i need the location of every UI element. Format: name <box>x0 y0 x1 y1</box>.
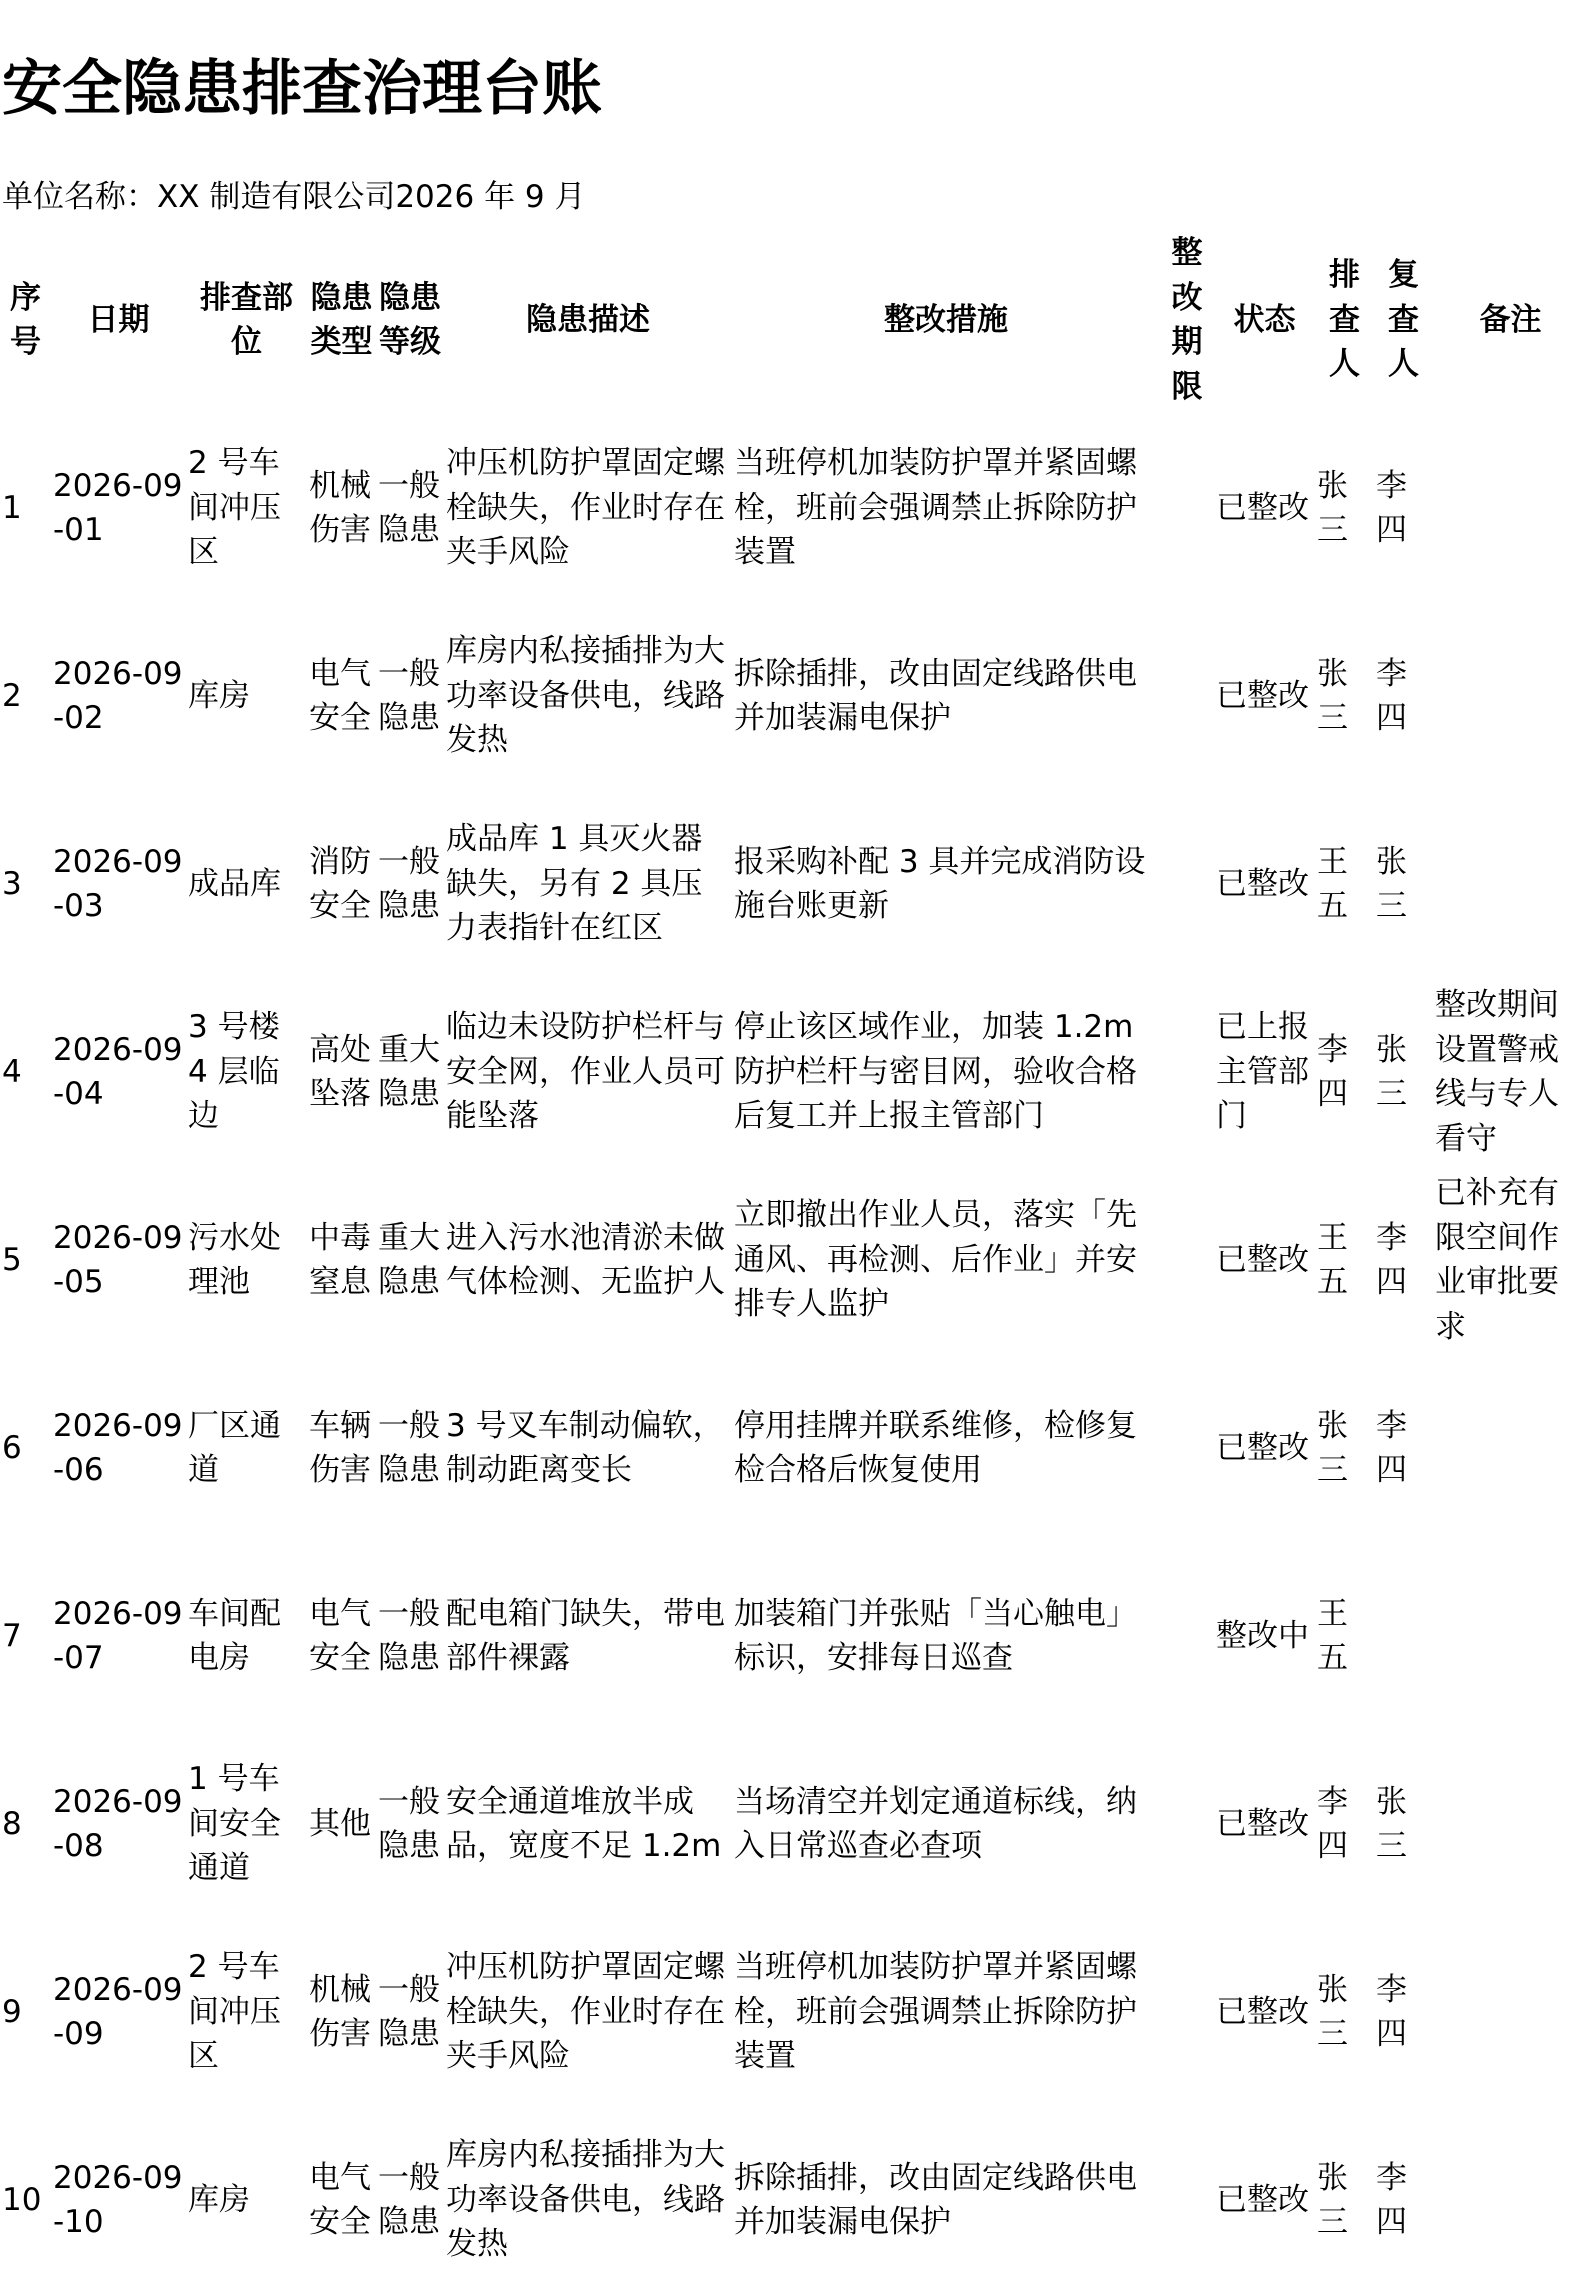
hazard-ledger-table <box>0 226 1588 2294</box>
cell-level: 重大隐患 <box>378 1031 440 1112</box>
cell-no: 9 <box>2 1993 22 2030</box>
cell-type: 其他 <box>309 1805 371 1842</box>
cell-dept: 污水处理池 <box>188 1219 281 1300</box>
cell-desc: 3 号叉车制动偏软，制动距离变长 <box>446 1407 724 1488</box>
cell-dept: 车间配电房 <box>188 1595 281 1676</box>
cell-dept: 库房 <box>188 2181 250 2218</box>
cell-type: 高处坠落 <box>309 1031 371 1112</box>
cell-dept: 1 号车间安全通道 <box>188 1761 281 1887</box>
cell-dept: 2 号车间冲压区 <box>188 445 281 571</box>
cell-status: 已整改 <box>1216 865 1309 902</box>
header-deadline: 整改期限 <box>1171 235 1203 405</box>
cell-level: 一般隐患 <box>378 1971 440 2052</box>
cell-level: 一般隐患 <box>378 843 440 924</box>
page-title: 安全隐患排查治理台账 <box>2 54 602 124</box>
table-row <box>0 2106 1588 2294</box>
cell-reviewer: 李四 <box>1376 1971 1407 2052</box>
cell-inspector: 张三 <box>1317 655 1348 736</box>
header-type: 隐患类型 <box>310 279 373 360</box>
cell-deadline <box>1160 1918 1214 2106</box>
table-body <box>0 414 1588 2294</box>
cell-desc: 配电箱门缺失，带电部件裸露 <box>446 1595 725 1676</box>
cell-inspector: 张三 <box>1317 467 1348 548</box>
header-reviewer: 复查人 <box>1388 257 1419 383</box>
cell-dept: 厂区通道 <box>188 1407 281 1488</box>
cell-level: 一般隐患 <box>378 1595 440 1676</box>
cell-deadline <box>1160 1542 1214 1730</box>
cell-no: 5 <box>2 1241 22 1278</box>
cell-date: 2026-09-06 <box>53 1407 183 1488</box>
cell-measure: 拆除插排，改由固定线路供电并加装漏电保护 <box>734 2159 1137 2240</box>
cell-reviewer: 李四 <box>1376 655 1407 736</box>
cell-note <box>1433 1730 1588 1918</box>
cell-status: 已整改 <box>1216 1993 1309 2030</box>
cell-reviewer: 李四 <box>1376 1407 1407 1488</box>
cell-measure: 停止该区域作业，加装 1.2m 防护栏杆与密目网，验收合格后复工并上报主管部门 <box>734 1009 1137 1135</box>
cell-desc: 成品库 1 具灭火器缺失，另有 2 具压力表指针在红区 <box>446 821 703 947</box>
cell-status: 已整改 <box>1216 1805 1309 1842</box>
cell-desc: 进入污水池清淤未做气体检测、无监护人 <box>446 1219 725 1300</box>
cell-deadline <box>1160 1354 1214 1542</box>
cell-measure: 当班停机加装防护罩并紧固螺栓，班前会强调禁止拆除防护装置 <box>734 445 1137 571</box>
cell-note <box>1433 790 1588 978</box>
cell-date: 2026-09-07 <box>53 1595 183 1676</box>
header-dept: 排查部位 <box>200 279 293 360</box>
header-measure: 整改措施 <box>884 301 1008 338</box>
cell-deadline <box>1160 602 1214 790</box>
cell-status: 整改中 <box>1216 1617 1309 1654</box>
cell-measure: 报采购补配 3 具并完成消防设施台账更新 <box>734 843 1146 924</box>
cell-inspector: 王五 <box>1317 1219 1348 1300</box>
cell-reviewer: 张三 <box>1376 1783 1407 1864</box>
cell-type: 机械伤害 <box>309 467 371 548</box>
table-row <box>0 790 1588 978</box>
cell-deadline <box>1160 414 1214 602</box>
cell-inspector: 张三 <box>1317 2159 1348 2240</box>
table-row <box>0 414 1588 602</box>
cell-type: 电气安全 <box>309 1595 371 1676</box>
cell-inspector: 张三 <box>1317 1407 1348 1488</box>
cell-level: 一般隐患 <box>378 655 440 736</box>
cell-measure: 立即撤出作业人员，落实「先通风、再检测、后作业」并安排专人监护 <box>734 1197 1137 1323</box>
unit-line: 单位名称：XX 制造有限公司2026 年 9 月 <box>2 179 586 215</box>
cell-measure: 当班停机加装防护罩并紧固螺栓，班前会强调禁止拆除防护装置 <box>734 1949 1137 2075</box>
cell-reviewer: 张三 <box>1376 843 1407 924</box>
cell-measure: 停用挂牌并联系维修，检修复检合格后恢复使用 <box>734 1407 1137 1488</box>
table-row <box>0 602 1588 790</box>
header-no: 序号 <box>10 279 41 360</box>
table-header-row <box>0 226 1588 414</box>
cell-dept: 3 号楼 4 层临边 <box>188 1009 280 1135</box>
cell-date: 2026-09-03 <box>53 843 183 924</box>
cell-level: 一般隐患 <box>378 1783 440 1864</box>
table-row <box>0 1542 1588 1730</box>
cell-type: 中毒窒息 <box>309 1219 371 1300</box>
cell-date: 2026-09-01 <box>53 467 183 548</box>
table-row <box>0 1918 1588 2106</box>
cell-note <box>1433 602 1588 790</box>
cell-inspector: 张三 <box>1317 1971 1348 2052</box>
cell-reviewer: 李四 <box>1376 467 1407 548</box>
cell-desc: 库房内私接插排为大功率设备供电，线路发热 <box>446 633 725 759</box>
cell-no: 6 <box>2 1429 22 1466</box>
cell-level: 重大隐患 <box>378 1219 440 1300</box>
cell-desc: 冲压机防护罩固定螺栓缺失，作业时存在夹手风险 <box>446 1949 725 2075</box>
header-level: 隐患等级 <box>379 279 441 360</box>
cell-status: 已整改 <box>1216 1429 1309 1466</box>
cell-measure: 当场清空并划定通道标线，纳入日常巡查必查项 <box>734 1783 1137 1864</box>
cell-reviewer: 李四 <box>1376 2159 1407 2240</box>
table-row <box>0 978 1588 1166</box>
cell-type: 消防安全 <box>309 843 371 924</box>
cell-deadline <box>1160 2106 1214 2294</box>
cell-note: 整改期间设置警戒线与专人看守 <box>1435 987 1559 1157</box>
cell-measure: 加装箱门并张贴「当心触电」标识，安排每日巡查 <box>734 1595 1137 1676</box>
cell-date: 2026-09-02 <box>53 655 183 736</box>
table-row <box>0 1730 1588 1918</box>
cell-deadline <box>1160 978 1214 1166</box>
cell-type: 车辆伤害 <box>309 1407 371 1488</box>
cell-date: 2026-09-09 <box>53 1971 183 2052</box>
cell-level: 一般隐患 <box>378 2159 440 2240</box>
cell-deadline <box>1160 1730 1214 1918</box>
cell-dept: 2 号车间冲压区 <box>188 1949 281 2075</box>
cell-status: 已上报主管部门 <box>1216 1009 1309 1135</box>
header-status: 状态 <box>1233 301 1296 338</box>
table-row <box>0 1166 1588 1354</box>
cell-level: 一般隐患 <box>378 1407 440 1488</box>
cell-date: 2026-09-05 <box>53 1219 183 1300</box>
cell-date: 2026-09-04 <box>53 1031 183 1112</box>
cell-dept: 成品库 <box>188 865 281 902</box>
cell-type: 电气安全 <box>309 2159 371 2240</box>
cell-no: 3 <box>2 865 22 902</box>
cell-note: 已补充有限空间作业审批要求 <box>1435 1175 1559 1345</box>
cell-no: 2 <box>2 677 22 714</box>
cell-reviewer: 张三 <box>1376 1031 1407 1112</box>
cell-inspector: 李四 <box>1317 1031 1348 1112</box>
cell-note <box>1433 1542 1588 1730</box>
cell-type: 电气安全 <box>309 655 371 736</box>
cell-status: 已整改 <box>1216 677 1309 714</box>
cell-level: 一般隐患 <box>378 467 440 548</box>
cell-inspector: 李四 <box>1317 1783 1348 1864</box>
cell-date: 2026-09-10 <box>53 2159 183 2240</box>
cell-status: 已整改 <box>1216 2181 1309 2218</box>
cell-note <box>1433 414 1588 602</box>
header-inspector: 排查人 <box>1329 257 1360 383</box>
cell-note <box>1433 2106 1588 2294</box>
cell-no: 7 <box>2 1617 22 1654</box>
cell-desc: 库房内私接插排为大功率设备供电，线路发热 <box>446 2137 725 2263</box>
cell-dept: 库房 <box>188 677 250 714</box>
cell-no: 10 <box>2 2181 42 2218</box>
cell-inspector: 王五 <box>1317 1595 1348 1676</box>
cell-no: 4 <box>2 1053 22 1090</box>
cell-desc: 临边未设防护栏杆与安全网，作业人员可能坠落 <box>446 1009 725 1135</box>
cell-no: 8 <box>2 1805 22 1842</box>
cell-no: 1 <box>2 489 22 526</box>
cell-desc: 安全通道堆放半成品，宽度不足 1.2m <box>446 1783 722 1864</box>
header-desc: 隐患描述 <box>526 301 650 338</box>
cell-type: 机械伤害 <box>309 1971 371 2052</box>
cell-desc: 冲压机防护罩固定螺栓缺失，作业时存在夹手风险 <box>446 445 725 571</box>
table-row <box>0 1354 1588 1542</box>
cell-status: 已整改 <box>1216 489 1309 526</box>
cell-note <box>1433 1918 1588 2106</box>
cell-inspector: 王五 <box>1317 843 1348 924</box>
cell-deadline <box>1160 1166 1214 1354</box>
header-note: 备注 <box>1479 301 1542 338</box>
cell-date: 2026-09-08 <box>53 1783 183 1864</box>
cell-status: 已整改 <box>1216 1241 1309 1278</box>
cell-measure: 拆除插排，改由固定线路供电并加装漏电保护 <box>734 655 1137 736</box>
cell-reviewer <box>1374 1542 1433 1730</box>
cell-note <box>1433 1354 1588 1542</box>
cell-deadline <box>1160 790 1214 978</box>
header-date: 日期 <box>87 301 150 338</box>
cell-reviewer: 李四 <box>1376 1219 1407 1300</box>
